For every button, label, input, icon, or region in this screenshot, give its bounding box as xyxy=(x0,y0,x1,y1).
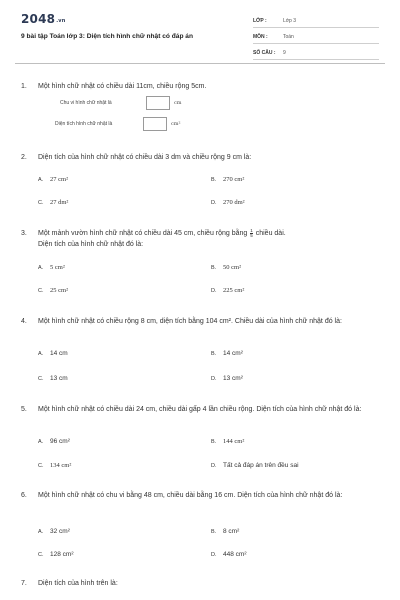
question-text-part: Diện tích của hình chữ nhật đó là: xyxy=(38,241,144,248)
option-key: D. xyxy=(211,376,217,382)
option-key: D. xyxy=(211,288,217,294)
option-key: C. xyxy=(38,200,44,206)
option-key: C. xyxy=(38,376,44,382)
option-value: 448 cm² xyxy=(223,551,247,558)
site-logo[interactable] xyxy=(21,12,66,26)
question-number: 7. xyxy=(21,580,27,587)
option-value: 144 cm² xyxy=(223,438,245,445)
option-value: 270 dm² xyxy=(223,199,245,206)
question-text-part: Một mảnh vườn hình chữ nhật có chiều dài 45 cm, chiều rộng bằng xyxy=(38,230,248,237)
fill-label: Chu vi hình chữ nhật là xyxy=(60,100,112,106)
question-6 xyxy=(21,490,381,501)
fill-line-perimeter xyxy=(60,96,182,110)
meta-label: MÔN : xyxy=(253,33,268,40)
option-value: 270 cm² xyxy=(223,176,245,183)
option-d[interactable] xyxy=(211,287,244,294)
meta-label: LỚP : xyxy=(253,17,267,24)
option-key: B. xyxy=(211,529,217,535)
option-value: 14 cm xyxy=(50,350,68,357)
option-c[interactable] xyxy=(38,287,68,294)
option-key: C. xyxy=(38,463,44,469)
option-value: 8 cm² xyxy=(223,528,240,535)
option-a[interactable] xyxy=(38,264,65,271)
option-value: 128 cm² xyxy=(50,551,74,558)
question-text: Một hình chữ nhật có chu vi bằng 48 cm, chiều dài bằng 16 cm. Diện tích của hình chữ nhật đó là: xyxy=(38,492,343,499)
option-c[interactable] xyxy=(38,551,73,558)
option-key: C. xyxy=(38,552,44,558)
fill-line-area xyxy=(55,117,181,131)
answer-input[interactable] xyxy=(143,117,167,131)
option-b[interactable] xyxy=(211,176,244,183)
question-7 xyxy=(21,578,381,589)
question-number: 1. xyxy=(21,83,27,90)
option-a[interactable] xyxy=(38,176,68,183)
option-key: A. xyxy=(38,439,44,445)
option-value: 32 cm² xyxy=(50,528,70,535)
option-key: B. xyxy=(211,439,217,445)
option-b[interactable] xyxy=(211,350,243,357)
option-c[interactable] xyxy=(38,462,71,469)
meta-row-grade xyxy=(253,14,379,28)
option-value: 13 cm² xyxy=(223,375,243,382)
meta-row-subject xyxy=(253,30,379,44)
question-5 xyxy=(21,404,381,415)
question-3 xyxy=(21,228,381,250)
fraction-numerator: 1 xyxy=(250,227,253,233)
option-key: D. xyxy=(211,463,217,469)
question-text: Một hình chữ nhật có chiều rộng 8 cm, diện tích bằng 104 cm². Chiều dài của hình chữ nhật đó là: xyxy=(38,318,342,325)
option-value: 25 cm² xyxy=(50,287,69,294)
question-number: 3. xyxy=(21,230,27,237)
question-number: 4. xyxy=(21,318,27,325)
option-key: B. xyxy=(211,351,217,357)
question-number: 6. xyxy=(21,492,27,499)
question-text: Một hình chữ nhật có chiều dài 11cm, chiều rộng 5cm. xyxy=(38,83,207,90)
option-b[interactable] xyxy=(211,264,241,271)
meta-value: Toán xyxy=(283,33,294,40)
option-key: C. xyxy=(38,288,44,294)
option-d[interactable] xyxy=(211,375,243,382)
option-a[interactable] xyxy=(38,528,70,535)
option-d[interactable] xyxy=(211,199,245,206)
question-4 xyxy=(21,316,381,327)
option-c[interactable] xyxy=(38,199,68,206)
header-divider xyxy=(15,63,385,64)
option-value: 27 cm² xyxy=(50,176,69,183)
option-key: A. xyxy=(38,177,44,183)
fraction xyxy=(250,229,253,238)
option-b[interactable] xyxy=(211,438,244,445)
meta-value: 9 xyxy=(283,49,286,56)
meta-label: SỐ CÂU : xyxy=(253,49,276,56)
question-1 xyxy=(21,81,381,92)
fill-label: Diện tích hình chữ nhật là xyxy=(55,121,113,127)
option-key: B. xyxy=(211,265,217,271)
option-key: B. xyxy=(211,177,217,183)
question-text-part: chiều dài. xyxy=(255,230,286,237)
option-value: 14 cm² xyxy=(223,350,243,357)
question-2 xyxy=(21,152,381,163)
option-key: A. xyxy=(38,351,44,357)
option-c[interactable] xyxy=(38,375,68,382)
option-value: 96 cm² xyxy=(50,438,70,445)
option-value: 50 cm² xyxy=(223,264,242,271)
option-d[interactable] xyxy=(211,462,299,469)
question-text: Diện tích của hình trên là: xyxy=(38,580,118,587)
fraction-denominator: 5 xyxy=(250,232,253,238)
meta-info xyxy=(253,14,379,62)
logo-suffix: .vn xyxy=(56,18,66,24)
option-d[interactable] xyxy=(211,551,246,558)
unit-label: cm xyxy=(174,100,182,106)
question-number: 2. xyxy=(21,154,27,161)
answer-input[interactable] xyxy=(146,96,170,110)
option-value: 13 cm xyxy=(50,375,68,382)
logo-text: 2048 xyxy=(21,12,56,26)
meta-value: Lớp 3 xyxy=(283,17,297,24)
option-value: 27 dm² xyxy=(50,199,69,206)
option-value: 225 cm² xyxy=(223,287,245,294)
question-text xyxy=(38,228,381,250)
option-b[interactable] xyxy=(211,528,239,535)
option-value: 134 cm² xyxy=(50,462,72,469)
meta-row-count xyxy=(253,46,379,60)
question-number: 5. xyxy=(21,406,27,413)
option-a[interactable] xyxy=(38,350,68,357)
option-key: A. xyxy=(38,529,44,535)
option-a[interactable] xyxy=(38,438,70,445)
document-title: 9 bài tập Toán lớp 3: Diện tích hình chữ nhật có đáp án xyxy=(21,33,193,40)
option-key: D. xyxy=(211,552,217,558)
option-value: Tất cả đáp án trên đều sai xyxy=(223,462,299,469)
unit-label: cm² xyxy=(171,121,181,127)
option-key: D. xyxy=(211,200,217,206)
question-text: Diện tích của hình chữ nhật có chiều dài 3 dm và chiều rộng 9 cm là: xyxy=(38,154,252,161)
question-text: Một hình chữ nhật có chiều dài 24 cm, chiều dài gấp 4 lần chiều rộng. Diện tích của hình chữ nhật đó là: xyxy=(38,406,362,413)
option-key: A. xyxy=(38,265,44,271)
option-value: 5 cm² xyxy=(50,264,65,271)
